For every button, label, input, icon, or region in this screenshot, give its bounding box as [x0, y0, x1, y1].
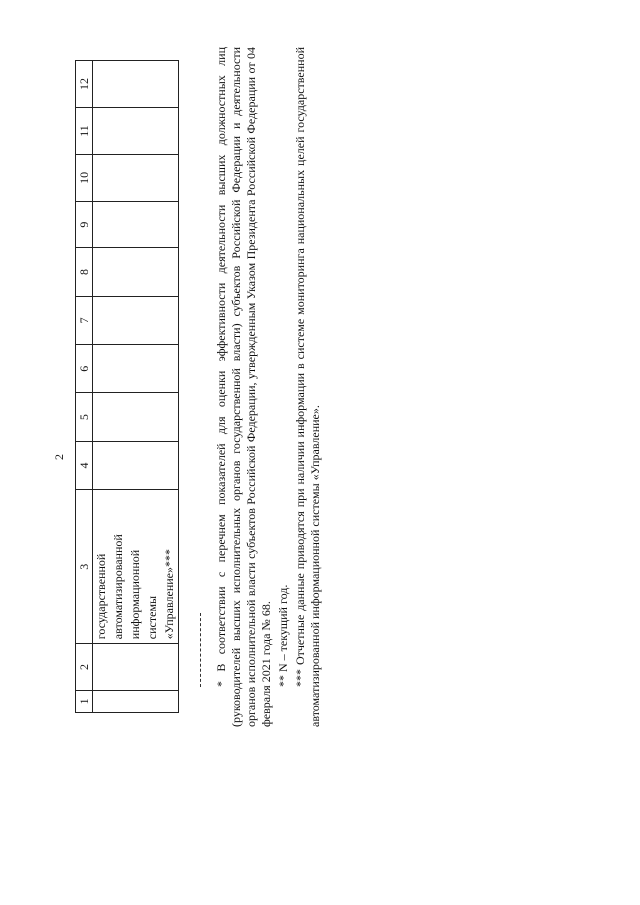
footnote-1: * В соответствии с перечнем показателей для оценки эффективности деятельности высших должностных лиц (руководителей высших исполнительных органов государственной власти) субъектов Российской Федерации и деятельности органов исполнительной власти субъектов Российской Федерации, утвержденным Указом Президента Российской Федерации от 04 февраля 2021 года № 68. — [214, 47, 273, 727]
column-header: 9 — [76, 201, 93, 248]
page-number: 2 — [52, 454, 66, 460]
column-header: 3 — [76, 490, 93, 644]
footnote-divider — [200, 613, 201, 687]
footnote-3: *** Отчетные данные приводятся при наличии информации в системе мониторинга национальных целей государственной автоматизированной информационной системы «Управление». — [293, 47, 322, 727]
footnote-2: ** N – текущий год. — [276, 584, 290, 687]
table-row — [93, 61, 179, 713]
column-header: 12 — [76, 61, 93, 108]
table-cell — [93, 296, 179, 344]
table-cell — [93, 108, 179, 155]
table-cell — [93, 154, 179, 201]
table-cell — [93, 393, 179, 441]
column-header: 2 — [76, 644, 93, 691]
data-table — [75, 60, 179, 713]
column-header: 7 — [76, 296, 93, 344]
column-header: 10 — [76, 154, 93, 201]
table-cell — [93, 441, 179, 489]
table-cell — [93, 248, 179, 296]
table-cell — [93, 644, 179, 691]
table-cell — [93, 61, 179, 108]
table-cell-indicator-name: государственной автоматизированной информационной системы «Управление»*** — [93, 490, 179, 644]
table-cell — [93, 345, 179, 393]
column-header: 1 — [76, 690, 93, 712]
table-cell — [93, 690, 179, 712]
column-header: 5 — [76, 393, 93, 441]
column-header: 6 — [76, 345, 93, 393]
column-header: 8 — [76, 248, 93, 296]
column-header: 4 — [76, 441, 93, 489]
table-cell — [93, 201, 179, 248]
column-header: 11 — [76, 108, 93, 155]
table-header-row — [76, 61, 93, 713]
